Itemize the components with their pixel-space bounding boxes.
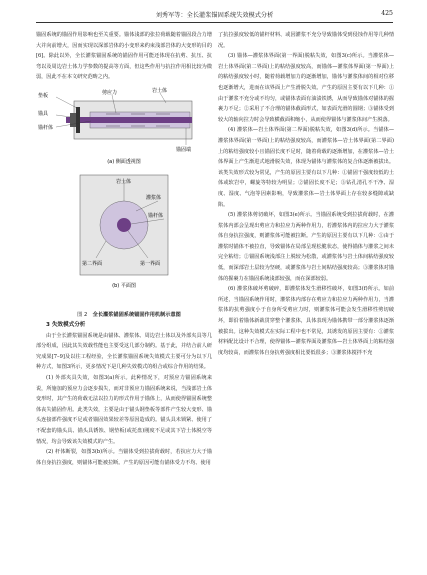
anchor-diagram: [36, 83, 212, 311]
label-anchor-end: 锚固端: [176, 146, 192, 153]
label-rock: 岩土体: [152, 87, 168, 94]
right-column: [218, 30, 394, 358]
label-grout-b: 灌浆体: [146, 194, 162, 201]
caption-text: 全长灌浆锚固系统锚固作用机制示意图: [92, 311, 181, 318]
paragraph: (3) 锚体—灌浆体界面(第一界面)脱粘失效，如图3(c)所示。当灌浆体—岩土体界面(第二界面)上的粘结强度较高，而锚体—灌浆体界面(第一界面)上的粘结强度较小时，随着荷载增加力的逐渐增加，锚体与灌浆体间的相对位移也逐渐增大，进而在该界面上产生滑脱失效。产生的原因主要有以下几种：①由于灌浆不充分或不均匀，或锚体表面有油渍铁锈，从而导致锚体对锚体的握裹力不足；②采用了不合理的锚体截面形式，如表面光滑的圆钢；③锚体受到较大的轴向拉力时会导致横截面积缩小，从而使得锚体与灌浆体间产生脱落。: [218, 53, 394, 123]
left-column: [36, 30, 212, 468]
paragraph: (2) 杆体断裂，如图3(b)所示。当锚体受到拉拔荷载时，若抗应力大于锚体自身抗拉强度，则锚体可能被拉断。产生的原因可能有锚体受力不均、使用: [36, 449, 212, 466]
caption-number: 图 2: [77, 311, 88, 318]
label-plate: 垫板: [38, 92, 49, 99]
paragraph: 由于全长灌浆锚固系统是由锚体、灌浆体、周边岩土体以及外部夹具等几部分组成，因此其失效载性能也主要受这几部分制约。基于此，并结合前人研究成果[7–9]及以往工程经验，全长灌浆锚固系统失效模式主要可分为以下几种方式，如图3所示，更多情况下是几种失效模式的组合或综合作用的结果。: [36, 332, 212, 371]
label-shear: 剪应力: [102, 89, 118, 96]
figure-2: [36, 83, 212, 320]
label-interface-1: 第一界面: [140, 260, 161, 267]
page-number: 425: [381, 10, 393, 17]
paragraph: (6) 灌浆体破坏剪破碎，即灌浆体发生滑移性破坏，如图3(f)所示。如前所述，当锚固系统作用时，灌浆体内部存在剪应力和拉应力两种作用力，当灌浆体的抗剪强度小于自身所受剪应力时，则灌浆体可能会发生滑移性剪切破坏，即沿着锚体新裁贯穿整个灌浆体，具体表现为锚体携带一部分灌浆体逐渐被拔出。这种失效模式在实际工程中也不常见，其诱发的原因主要有：①灌浆材料配比设计不合理，使得锚体—灌浆界面及灌浆体—岩土体界面上的粘结强度均较高，而灌浆体自身抗剪强度相比要低很多；③灌浆体搅拌不充: [218, 286, 394, 356]
running-title: 刘秀军等：全长灌浆锚固系统失效模式分析: [155, 12, 274, 19]
section-heading: 3 失效模式分析: [46, 321, 86, 328]
figure-caption: [36, 311, 212, 320]
anchor-nut: [70, 113, 76, 127]
paragraph: (1) 外部夹具失效，如图3(a)所示。此种情况下，对预应力锚固系统来说，所施加的预应力会逐步损失，而对非预应力锚固系统来说，当浅部岩土体变形时，其产生的荷载无法以拉力的形式作用于锚体上，从而使得锚固系统整体丧失锚固作用。此类失效，主要是由于锚头钢垫板等部件产生较大变形、锚头连接部件强度不足或者锚固效果较差等原因造成的。锚头具未锁紧、使用了不配套的锚头具、锚头具锈蚀、钢垫板(或托盘)刚度不足或其下岩土体脱空等情况，均会导致该失效模式的产生。: [36, 374, 212, 445]
running-header: [36, 10, 393, 22]
label-rock-b: 岩土体: [116, 178, 132, 185]
subcaption-b: (b) 平面图: [112, 282, 136, 289]
label-interface-2: 第二界面: [82, 260, 103, 267]
bearing-plate: [76, 107, 80, 133]
paragraph: (4) 灌浆体—岩土体界面(第二界面)脱粘失效，如图3(d)所示。当锚体—灌浆体界面(第一界面)上的粘结强度较高，而灌浆体—岩土体界面(第二界面)上的粘结强度较小且锚固长度不足时，随着荷载的逐渐增加，在灌浆体—岩土体界面上产生渐进式地滑脱失效，体现为锚体与灌浆体的复合体逐渐被拔出。该类失效形式较为常见，产生的原因主要有以下几种：①锚固干强度较低的土体或软岩中，螺旋等特较为明显；②锚固长度不足；③钻孔清孔不干净、湿度、湿度、气泡等因素影响，导致灌浆体—岩土体界面上存在较多缝隙或缺陷。: [218, 127, 394, 208]
label-nut: 锚具: [38, 110, 49, 117]
header-rule: [36, 22, 393, 23]
subcaption-a: (a) 侧面透视图: [107, 158, 141, 165]
paragraph: (5) 灌浆体剪切破坏，如图3(e)所示。当锚固系统受到拉拔荷载时，在灌浆体内部会呈现出剪应力和拉应力两种作用力，若灌浆体内的拉应力大于灌浆体自身抗拉强度，则灌浆体可能被拉断。产生的原因主要有以下几种：①由于灌浆时锚体不被拉直，导致锚体在局部呈现松脆状态，使得锚体与灌浆之间未完全粘结；②锚固系统浅部注上脱较为松散，或灌浆体与岩土体间粘结强度较低，而深部岩土层较为坚硬，或灌浆体与岩土间粘结强度较高；③灌浆体对锚体的握裹力在锚固系统浅部较强，而在深部较弱。: [218, 212, 394, 282]
paragraph: 锚固系统的锚固作用影响也至关重要。锚体浅部的张拉荷载随着锚固段合力增大并向前增大，因而实现以深部岩体的小变形来约束浅部岩体的大变形的目的[6]。除此以外，全长灌浆锚固系统的锚固作用可能还体现在抗剪、抗压、抗弯以及周边岩土体力学参数的提高等方面，但这些作用与抗拉作用相比较为微弱，因此不在本文研究范畴之内。: [36, 32, 212, 81]
bolt-plan: [117, 218, 131, 232]
label-bolt: 锚杆体: [38, 124, 54, 131]
label-bolt-b: 锚杆体: [148, 212, 164, 219]
paragraph: 了抗拉强度较低的锚杆材料、或因灌浆不充分导致锚体受到侵蚀作用等几种情况。: [218, 32, 394, 49]
